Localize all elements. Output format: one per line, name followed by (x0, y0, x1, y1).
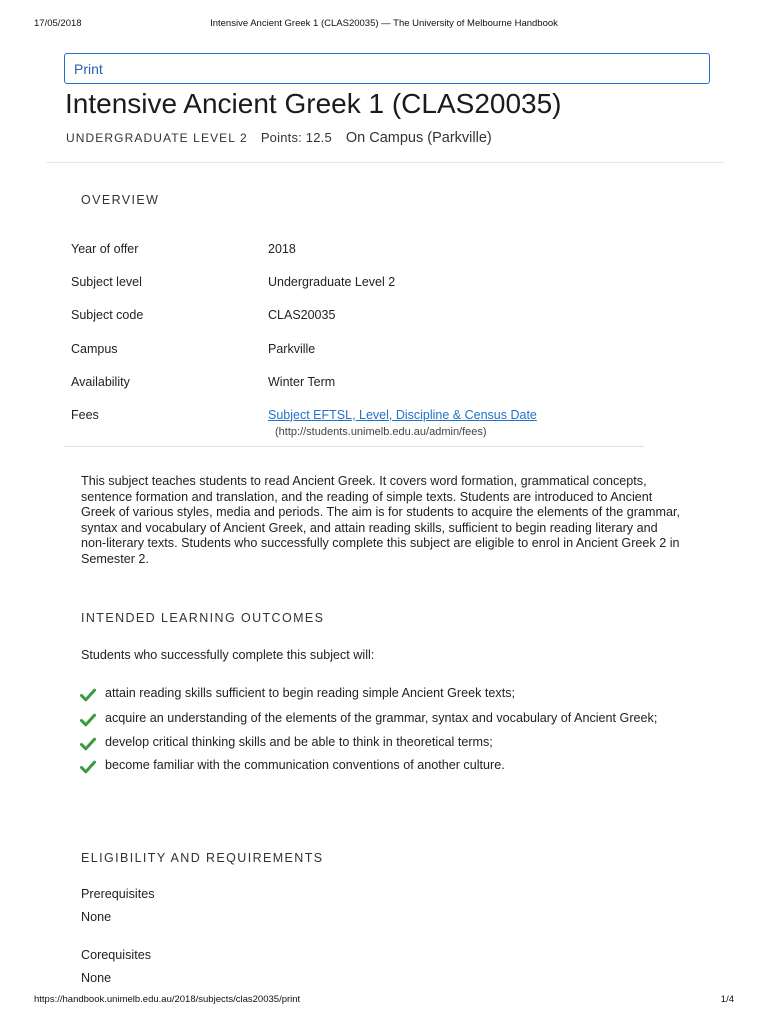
overview-value: Parkville (268, 341, 316, 356)
overview-value: CLAS20035 (268, 308, 336, 323)
prerequisites-value: None (81, 910, 112, 924)
outcome-text: become familiar with the communication conventions of another culture. (105, 757, 505, 772)
overview-label: Campus (71, 341, 118, 356)
overview-label: Fees (71, 407, 99, 422)
subject-meta (66, 130, 492, 150)
overview-heading: OVERVIEW (81, 193, 160, 207)
overview-label: Availability (71, 374, 130, 389)
overview-row-year (71, 236, 646, 269)
overview-label: Year of offer (71, 242, 139, 256)
subject-description: This subject teaches students to read Ancient Greek. It covers word formation, grammatical concepts, sentence formation and translation, and the reading of simple texts. Students are introduced to Ancient Greek of various styles, media and periods. The aim is for students to acquire the elements of the grammar, syntax and vocabulary of Ancient Greek, and attain reading skills, sufficient to begin reading literary and non-literary texts. Students who successfully complete this subject are eligible to enrol in Ancient Greek 2 in Semester 2. (81, 474, 680, 566)
overview-value: Winter Term (268, 374, 336, 389)
overview-row-code (71, 302, 646, 335)
corequisites-label: Corequisites (81, 948, 151, 962)
check-icon (80, 737, 96, 751)
eligibility-heading: ELIGIBILITY AND REQUIREMENTS (81, 851, 324, 865)
overview-label: Subject level (71, 275, 142, 290)
print-page-number: 1/4 (720, 994, 734, 1005)
check-icon (80, 688, 96, 702)
overview-label: Subject code (71, 308, 144, 323)
overview-value: Undergraduate Level 2 (268, 275, 396, 290)
print-doc-title: Intensive Ancient Greek 1 (CLAS20035) — The University of Melbourne Handbook (210, 18, 558, 29)
page-title: Intensive Ancient Greek 1 (CLAS20035) (65, 88, 562, 119)
corequisites-value: None (81, 971, 112, 985)
learning-outcomes-list (80, 686, 680, 772)
header-divider (46, 162, 724, 163)
overview-value: 2018 (268, 242, 296, 256)
overview-table (71, 236, 646, 438)
learning-outcomes-intro: Students who successfully complete this subject will: (81, 648, 375, 662)
print-footer (0, 994, 768, 1008)
learning-outcomes-heading: INTENDED LEARNING OUTCOMES (81, 611, 325, 625)
print-button[interactable]: Print (64, 53, 710, 84)
outcome-text: attain reading skills sufficient to begin reading simple Ancient Greek texts; (105, 686, 515, 700)
subject-campus: On Campus (Parkville) (345, 130, 492, 146)
fees-link[interactable]: Subject EFTSL, Level, Discipline & Census Date (268, 407, 537, 422)
overview-row-campus (71, 336, 646, 369)
subject-points: Points: 12.5 (260, 130, 332, 145)
overview-divider (64, 446, 644, 447)
prerequisites-label: Prerequisites (81, 887, 155, 901)
list-item (80, 758, 680, 773)
list-item (80, 686, 680, 701)
print-url: https://handbook.unimelb.edu.au/2018/subjects/clas20035/print (34, 994, 301, 1005)
list-item (80, 735, 680, 750)
check-icon (80, 713, 96, 727)
fees-link-url: (http://students.unimelb.edu.au/admin/fees) (275, 425, 487, 438)
overview-row-fees (71, 402, 646, 438)
outcome-text: acquire an understanding of the elements of the grammar, syntax and vocabulary of Ancient Greek; (105, 710, 658, 725)
outcome-text: develop critical thinking skills and be able to think in theoretical terms; (105, 735, 493, 749)
overview-row-availability (71, 369, 646, 402)
print-date: 17/05/2018 (34, 18, 82, 29)
list-item (80, 711, 680, 726)
check-icon (80, 760, 96, 774)
overview-row-level (71, 269, 646, 302)
print-header (0, 18, 768, 32)
subject-level-badge: UNDERGRADUATE LEVEL 2 (66, 131, 248, 145)
